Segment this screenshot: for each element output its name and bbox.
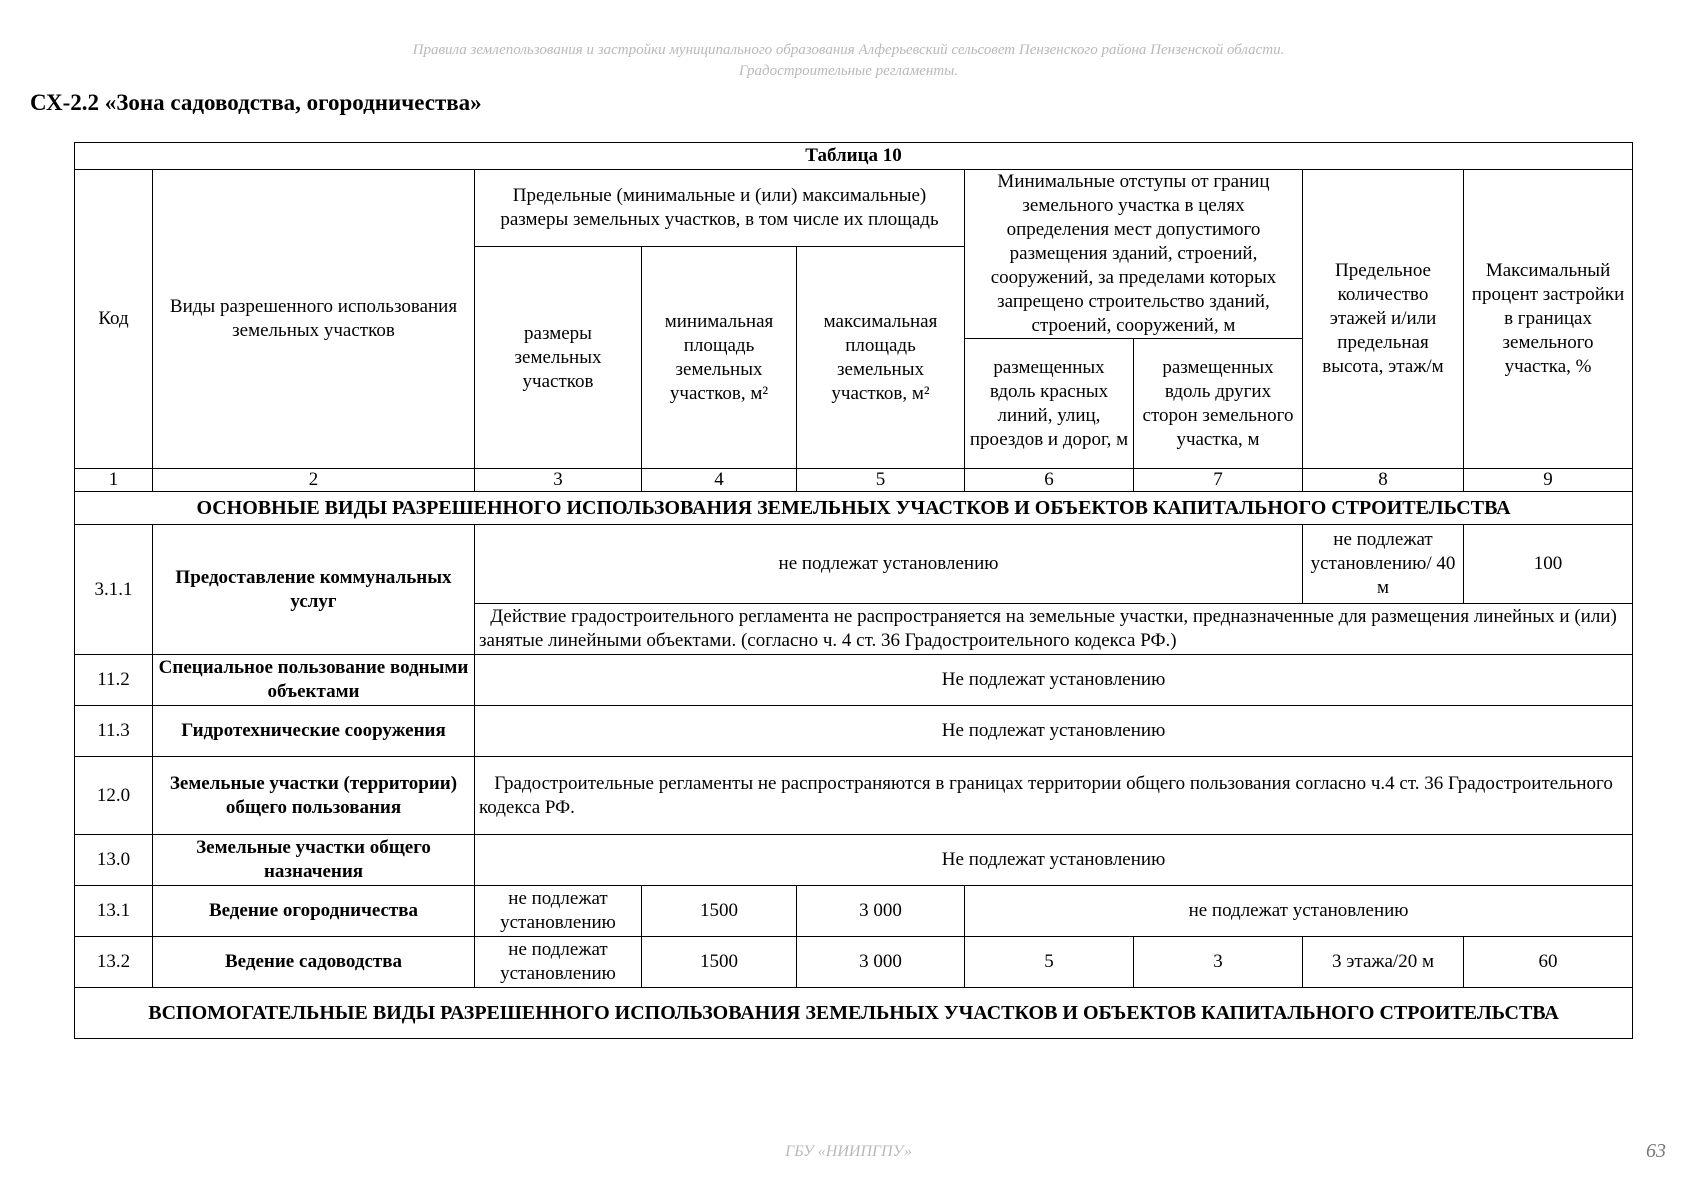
table-row [75, 655, 1633, 706]
row-min-area: 1500 [642, 886, 797, 937]
header-sizes-group: Предельные (минимальные и (или) максимальные) размеры земельных участков, в том числе их площадь [475, 170, 965, 247]
row-coverage: 100 [1464, 525, 1633, 604]
column-number: 9 [1464, 469, 1633, 492]
row-min-area: 1500 [642, 937, 797, 988]
row-value: Не подлежат установлению [475, 655, 1633, 706]
row-setback-red: 5 [965, 937, 1134, 988]
column-number: 4 [642, 469, 797, 492]
table-row [75, 706, 1633, 757]
row-floors: не подлежат установлению/ 40 м [1303, 525, 1464, 604]
row-code: 12.0 [75, 757, 153, 835]
row-name: Земельные участки (территории) общего пользования [153, 757, 475, 835]
table-caption: Таблица 10 [75, 143, 1633, 170]
page-number: 63 [1646, 1140, 1666, 1162]
running-header [0, 40, 1697, 82]
row-value: Не подлежат установлению [475, 835, 1633, 886]
header-setback-red: размещенных вдоль красных линий, улиц, проездов и дорог, м [965, 339, 1134, 469]
column-number: 3 [475, 469, 642, 492]
running-header-line2: Градостроительные регламенты. [738, 63, 959, 79]
row-coverage: 60 [1464, 937, 1633, 988]
row-code: 11.2 [75, 655, 153, 706]
row-name: Специальное пользование водными объектами [153, 655, 475, 706]
row-value: не подлежат установлению [965, 886, 1633, 937]
header-code: Код [75, 170, 153, 469]
column-number: 5 [797, 469, 965, 492]
section-auxiliary-uses: ВСПОМОГАТЕЛЬНЫЕ ВИДЫ РАЗРЕШЕННОГО ИСПОЛЬЗОВАНИЯ ЗЕМЕЛЬНЫХ УЧАСТКОВ И ОБЪЕКТОВ КАПИТАЛЬНОГО СТРОИТЕЛЬСТВА [75, 988, 1633, 1039]
row-floors: 3 этажа/20 м [1303, 937, 1464, 988]
header-sizes: размеры земельных участков [475, 247, 642, 469]
table-row [75, 835, 1633, 886]
table-row [75, 757, 1633, 835]
table-row [75, 937, 1633, 988]
header-max-area: максимальная площадь земельных участков, м² [797, 247, 965, 469]
footer-organization: ГБУ «НИИПГПУ» [785, 1143, 912, 1160]
header-coverage: Максимальный процент застройки в границах земельного участка, % [1464, 170, 1633, 469]
section-main-uses: ОСНОВНЫЕ ВИДЫ РАЗРЕШЕННОГО ИСПОЛЬЗОВАНИЯ ЗЕМЕЛЬНЫХ УЧАСТКОВ И ОБЪЕКТОВ КАПИТАЛЬНОГО СТРОИТЕЛЬСТВА [75, 492, 1633, 525]
row-max-area: 3 000 [797, 886, 965, 937]
row-name: Гидротехнические сооружения [153, 706, 475, 757]
row-code: 13.0 [75, 835, 153, 886]
row-code: 3.1.1 [75, 525, 153, 655]
column-numbers-row [75, 469, 1633, 492]
row-sizes: не подлежат установлению [475, 886, 642, 937]
row-setback-other: 3 [1134, 937, 1303, 988]
column-number: 7 [1134, 469, 1303, 492]
row-sizes: не подлежат установлению [475, 937, 642, 988]
row-name: Ведение огородничества [153, 886, 475, 937]
column-number: 6 [965, 469, 1134, 492]
column-number: 2 [153, 469, 475, 492]
row-note: Действие градостроительного регламента не распространяется на земельные участки, предназначенные для размещения линейных и (или) занятые линейными объектами. (согласно ч. 4 ст. 36 Градостроительного кодекса РФ.) [475, 604, 1633, 655]
header-floors: Предельное количество этажей и/или предельная высота, этаж/м [1303, 170, 1464, 469]
header-setback-other: размещенных вдоль других сторон земельного участка, м [1134, 339, 1303, 469]
regulations-table [74, 142, 1633, 1039]
header-setbacks-group: Минимальные отступы от границ земельного участка в целях определения мест допустимого размещения зданий, строений, сооружений, за пределами которых запрещено строительство зданий, строений, сооружений, м [965, 170, 1303, 339]
section-title: СХ-2.2 «Зона садоводства, огородничества» [30, 90, 482, 115]
running-header-line1: Правила землепользования и застройки муниципального образования Алферьевский сельсовет Пензенского района Пензенской области. [412, 42, 1285, 58]
row-value: Градостроительные регламенты не распространяются в границах территории общего пользования согласно ч.4 ст. 36 Градостроительного кодекса РФ. [475, 757, 1633, 835]
column-number: 1 [75, 469, 153, 492]
header-use-types: Виды разрешенного использования земельных участков [153, 170, 475, 469]
row-code: 11.3 [75, 706, 153, 757]
row-code: 13.2 [75, 937, 153, 988]
row-value: не подлежат установлению [475, 525, 1303, 604]
row-max-area: 3 000 [797, 937, 965, 988]
row-name: Земельные участки общего назначения [153, 835, 475, 886]
row-name: Предоставление коммунальных услуг [153, 525, 475, 655]
table-row [75, 886, 1633, 937]
table-row [75, 525, 1633, 604]
column-number: 8 [1303, 469, 1464, 492]
row-name: Ведение садоводства [153, 937, 475, 988]
row-code: 13.1 [75, 886, 153, 937]
row-value: Не подлежат установлению [475, 706, 1633, 757]
header-min-area: минимальная площадь земельных участков, м² [642, 247, 797, 469]
